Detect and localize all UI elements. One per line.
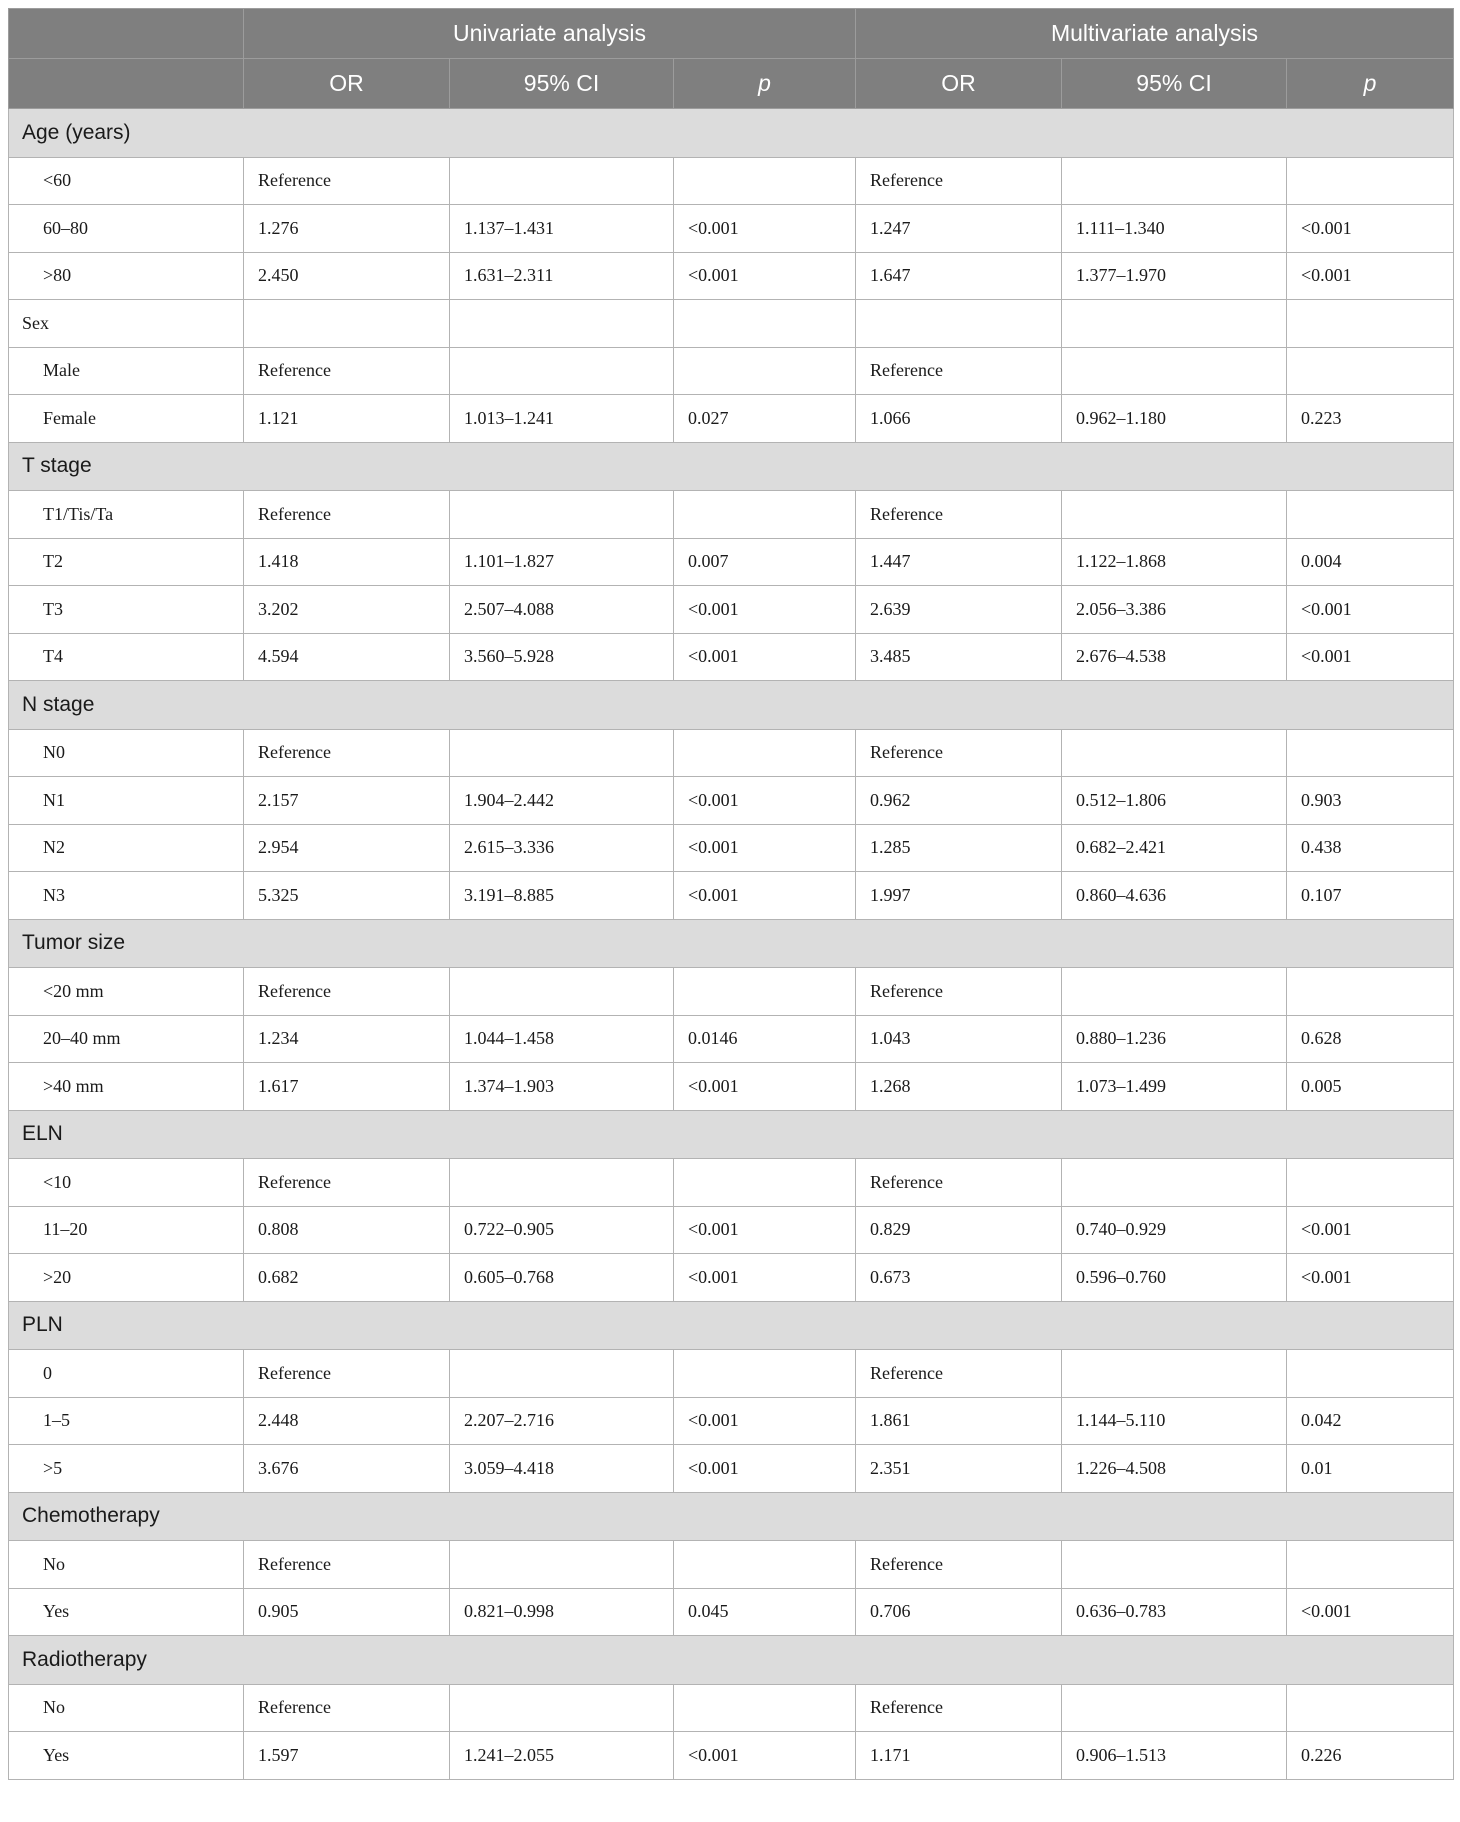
cell-multivariate-or: 1.285: [856, 824, 1062, 872]
row-label: N3: [9, 872, 244, 920]
cell-multivariate-ci: 0.740–0.929: [1062, 1206, 1287, 1254]
table-row: [9, 633, 1454, 681]
cell-multivariate-p: 0.903: [1287, 777, 1454, 825]
section-row-sex: [9, 300, 1454, 348]
header-multivariate-ci: 95% CI: [1062, 59, 1287, 109]
cell-multivariate-p: [1287, 491, 1454, 539]
cell-univariate-ci: [450, 491, 674, 539]
cell-univariate-ci: 3.059–4.418: [450, 1445, 674, 1493]
cell-multivariate-p: 0.107: [1287, 872, 1454, 920]
cell-univariate-ci: 3.191–8.885: [450, 872, 674, 920]
section-row-pln: [9, 1301, 1454, 1350]
cell-univariate-p: <0.001: [674, 1206, 856, 1254]
cell-multivariate-p: <0.001: [1287, 1206, 1454, 1254]
table-row: [9, 1015, 1454, 1063]
header-univariate-or: OR: [244, 59, 450, 109]
cell-multivariate-ci: 2.056–3.386: [1062, 586, 1287, 634]
cell-multivariate-ci: 1.122–1.868: [1062, 538, 1287, 586]
row-label: Yes: [9, 1732, 244, 1780]
cell-univariate-or: Reference: [244, 347, 450, 395]
cell-univariate-p: <0.001: [674, 252, 856, 300]
empty-cell: [856, 300, 1062, 348]
table-row: [9, 1684, 1454, 1732]
cell-multivariate-ci: 1.377–1.970: [1062, 252, 1287, 300]
cell-univariate-p: [674, 1159, 856, 1207]
section-title-n-stage: N stage: [9, 681, 1454, 730]
cell-multivariate-or: 1.647: [856, 252, 1062, 300]
cell-multivariate-p: [1287, 968, 1454, 1016]
header-multivariate-or: OR: [856, 59, 1062, 109]
row-label: Female: [9, 395, 244, 443]
cell-multivariate-p: 0.005: [1287, 1063, 1454, 1111]
row-label: 11–20: [9, 1206, 244, 1254]
row-label: <20 mm: [9, 968, 244, 1016]
section-row-eln: [9, 1110, 1454, 1159]
cell-univariate-ci: 2.507–4.088: [450, 586, 674, 634]
row-label: >40 mm: [9, 1063, 244, 1111]
header-blank: [9, 9, 244, 59]
cell-univariate-p: <0.001: [674, 1445, 856, 1493]
cell-multivariate-p: [1287, 1541, 1454, 1589]
table-row: [9, 157, 1454, 205]
section-row-chemotherapy: [9, 1492, 1454, 1541]
section-title-radiotherapy: Radiotherapy: [9, 1636, 1454, 1685]
cell-multivariate-or: Reference: [856, 347, 1062, 395]
cell-univariate-ci: 1.137–1.431: [450, 205, 674, 253]
cell-multivariate-ci: 0.906–1.513: [1062, 1732, 1287, 1780]
cell-multivariate-or: Reference: [856, 1350, 1062, 1398]
cell-univariate-ci: [450, 968, 674, 1016]
cell-univariate-or: 1.234: [244, 1015, 450, 1063]
empty-cell: [450, 300, 674, 348]
header-univariate: Univariate analysis: [244, 9, 856, 59]
cell-univariate-p: <0.001: [674, 205, 856, 253]
row-label: No: [9, 1684, 244, 1732]
cell-univariate-p: [674, 347, 856, 395]
cell-univariate-p: <0.001: [674, 824, 856, 872]
cell-univariate-or: 0.808: [244, 1206, 450, 1254]
cell-univariate-or: Reference: [244, 491, 450, 539]
table-row: [9, 1541, 1454, 1589]
cell-multivariate-p: [1287, 347, 1454, 395]
cell-univariate-or: 1.276: [244, 205, 450, 253]
cell-univariate-p: [674, 1684, 856, 1732]
cell-univariate-ci: 3.560–5.928: [450, 633, 674, 681]
row-label: N1: [9, 777, 244, 825]
cell-multivariate-or: 0.706: [856, 1588, 1062, 1636]
header-column-row: [9, 59, 1454, 109]
cell-univariate-or: 0.905: [244, 1588, 450, 1636]
cell-univariate-or: Reference: [244, 1159, 450, 1207]
cell-multivariate-p: <0.001: [1287, 586, 1454, 634]
cell-multivariate-or: Reference: [856, 968, 1062, 1016]
regression-table: [8, 8, 1454, 1780]
table-row: [9, 347, 1454, 395]
cell-univariate-p: <0.001: [674, 777, 856, 825]
row-label: 0: [9, 1350, 244, 1398]
cell-multivariate-ci: [1062, 1159, 1287, 1207]
cell-multivariate-ci: 0.880–1.236: [1062, 1015, 1287, 1063]
header-group-row: [9, 9, 1454, 59]
cell-univariate-ci: [450, 1159, 674, 1207]
cell-univariate-p: [674, 1350, 856, 1398]
cell-univariate-or: 4.594: [244, 633, 450, 681]
cell-multivariate-ci: [1062, 157, 1287, 205]
cell-univariate-p: 0.027: [674, 395, 856, 443]
table-row: [9, 968, 1454, 1016]
cell-univariate-p: [674, 157, 856, 205]
cell-multivariate-or: 2.351: [856, 1445, 1062, 1493]
table-row: [9, 395, 1454, 443]
cell-multivariate-p: 0.01: [1287, 1445, 1454, 1493]
cell-multivariate-p: 0.223: [1287, 395, 1454, 443]
row-label: Male: [9, 347, 244, 395]
header-multivariate: Multivariate analysis: [856, 9, 1454, 59]
cell-multivariate-ci: [1062, 1541, 1287, 1589]
table-row: [9, 252, 1454, 300]
cell-univariate-ci: 0.722–0.905: [450, 1206, 674, 1254]
cell-multivariate-p: <0.001: [1287, 1254, 1454, 1302]
row-label: T3: [9, 586, 244, 634]
cell-univariate-or: 5.325: [244, 872, 450, 920]
cell-univariate-or: Reference: [244, 729, 450, 777]
row-label: T2: [9, 538, 244, 586]
cell-multivariate-ci: [1062, 491, 1287, 539]
row-label: N0: [9, 729, 244, 777]
cell-multivariate-or: 1.171: [856, 1732, 1062, 1780]
cell-univariate-or: 2.954: [244, 824, 450, 872]
cell-multivariate-or: Reference: [856, 1684, 1062, 1732]
cell-univariate-or: 1.418: [244, 538, 450, 586]
cell-univariate-or: 2.450: [244, 252, 450, 300]
cell-univariate-or: 0.682: [244, 1254, 450, 1302]
cell-multivariate-ci: 0.682–2.421: [1062, 824, 1287, 872]
cell-univariate-or: 1.597: [244, 1732, 450, 1780]
cell-univariate-ci: 1.013–1.241: [450, 395, 674, 443]
cell-univariate-p: [674, 729, 856, 777]
empty-cell: [1287, 300, 1454, 348]
section-row-tumor-size: [9, 919, 1454, 968]
header-blank: [9, 59, 244, 109]
cell-univariate-p: 0.0146: [674, 1015, 856, 1063]
cell-multivariate-or: 1.997: [856, 872, 1062, 920]
cell-univariate-ci: 1.631–2.311: [450, 252, 674, 300]
cell-multivariate-p: [1287, 1350, 1454, 1398]
cell-univariate-p: [674, 968, 856, 1016]
cell-multivariate-or: Reference: [856, 1159, 1062, 1207]
cell-multivariate-or: 2.639: [856, 586, 1062, 634]
cell-univariate-ci: 2.615–3.336: [450, 824, 674, 872]
cell-multivariate-p: 0.042: [1287, 1397, 1454, 1445]
cell-multivariate-or: 1.447: [856, 538, 1062, 586]
header-multivariate-p: p: [1287, 59, 1454, 109]
cell-univariate-or: Reference: [244, 1350, 450, 1398]
cell-univariate-or: Reference: [244, 968, 450, 1016]
section-row-t-stage: [9, 442, 1454, 491]
cell-univariate-ci: 1.241–2.055: [450, 1732, 674, 1780]
table-row: [9, 1397, 1454, 1445]
cell-multivariate-or: 0.673: [856, 1254, 1062, 1302]
table-row: [9, 1206, 1454, 1254]
cell-multivariate-or: 0.829: [856, 1206, 1062, 1254]
row-label: T1/Tis/Ta: [9, 491, 244, 539]
table-row: [9, 1732, 1454, 1780]
cell-multivariate-or: Reference: [856, 729, 1062, 777]
row-label: Yes: [9, 1588, 244, 1636]
cell-univariate-p: [674, 491, 856, 539]
table-row: [9, 872, 1454, 920]
cell-univariate-or: 2.448: [244, 1397, 450, 1445]
cell-multivariate-p: [1287, 1684, 1454, 1732]
cell-multivariate-ci: 0.596–0.760: [1062, 1254, 1287, 1302]
row-label: N2: [9, 824, 244, 872]
row-label: <10: [9, 1159, 244, 1207]
cell-univariate-p: <0.001: [674, 586, 856, 634]
cell-multivariate-p: 0.226: [1287, 1732, 1454, 1780]
cell-multivariate-p: <0.001: [1287, 252, 1454, 300]
section-row-age: [9, 109, 1454, 158]
cell-univariate-p: <0.001: [674, 1254, 856, 1302]
cell-multivariate-ci: [1062, 729, 1287, 777]
cell-univariate-or: Reference: [244, 1541, 450, 1589]
header-univariate-ci: 95% CI: [450, 59, 674, 109]
cell-univariate-p: [674, 1541, 856, 1589]
header-univariate-p: p: [674, 59, 856, 109]
empty-cell: [244, 300, 450, 348]
row-label: 60–80: [9, 205, 244, 253]
cell-univariate-ci: 0.605–0.768: [450, 1254, 674, 1302]
cell-univariate-or: 1.617: [244, 1063, 450, 1111]
cell-multivariate-p: 0.004: [1287, 538, 1454, 586]
section-title-pln: PLN: [9, 1301, 1454, 1350]
cell-multivariate-p: <0.001: [1287, 205, 1454, 253]
row-label: T4: [9, 633, 244, 681]
cell-multivariate-or: 1.247: [856, 205, 1062, 253]
cell-multivariate-ci: [1062, 347, 1287, 395]
table-row: [9, 491, 1454, 539]
cell-multivariate-ci: [1062, 1684, 1287, 1732]
empty-cell: [674, 300, 856, 348]
cell-multivariate-or: 0.962: [856, 777, 1062, 825]
cell-multivariate-p: 0.628: [1287, 1015, 1454, 1063]
cell-univariate-or: 1.121: [244, 395, 450, 443]
cell-multivariate-ci: 0.512–1.806: [1062, 777, 1287, 825]
section-title-tumor-size: Tumor size: [9, 919, 1454, 968]
section-title-t-stage: T stage: [9, 442, 1454, 491]
table-row: [9, 1159, 1454, 1207]
row-label: >80: [9, 252, 244, 300]
cell-univariate-p: 0.045: [674, 1588, 856, 1636]
table-row: [9, 538, 1454, 586]
cell-multivariate-ci: 1.226–4.508: [1062, 1445, 1287, 1493]
section-title-sex: Sex: [9, 300, 244, 348]
table-row: [9, 729, 1454, 777]
cell-univariate-or: Reference: [244, 1684, 450, 1732]
cell-multivariate-ci: [1062, 968, 1287, 1016]
table-row: [9, 1588, 1454, 1636]
cell-univariate-ci: [450, 1350, 674, 1398]
cell-multivariate-ci: 0.636–0.783: [1062, 1588, 1287, 1636]
cell-univariate-ci: [450, 347, 674, 395]
row-label: 1–5: [9, 1397, 244, 1445]
cell-multivariate-or: 1.268: [856, 1063, 1062, 1111]
cell-multivariate-ci: [1062, 1350, 1287, 1398]
cell-univariate-ci: 1.044–1.458: [450, 1015, 674, 1063]
cell-univariate-ci: [450, 157, 674, 205]
cell-multivariate-ci: 0.860–4.636: [1062, 872, 1287, 920]
cell-univariate-or: 2.157: [244, 777, 450, 825]
cell-univariate-ci: 1.374–1.903: [450, 1063, 674, 1111]
cell-multivariate-ci: 1.144–5.110: [1062, 1397, 1287, 1445]
table-row: [9, 586, 1454, 634]
cell-multivariate-or: 1.861: [856, 1397, 1062, 1445]
cell-univariate-ci: 0.821–0.998: [450, 1588, 674, 1636]
section-row-radiotherapy: [9, 1636, 1454, 1685]
cell-multivariate-p: <0.001: [1287, 1588, 1454, 1636]
cell-univariate-p: <0.001: [674, 1063, 856, 1111]
cell-univariate-or: Reference: [244, 157, 450, 205]
section-title-age: Age (years): [9, 109, 1454, 158]
cell-univariate-or: 3.676: [244, 1445, 450, 1493]
cell-multivariate-p: 0.438: [1287, 824, 1454, 872]
cell-multivariate-ci: 1.111–1.340: [1062, 205, 1287, 253]
cell-univariate-ci: 1.101–1.827: [450, 538, 674, 586]
cell-multivariate-or: 1.043: [856, 1015, 1062, 1063]
section-title-eln: ELN: [9, 1110, 1454, 1159]
cell-univariate-p: <0.001: [674, 872, 856, 920]
cell-multivariate-or: Reference: [856, 157, 1062, 205]
cell-multivariate-or: Reference: [856, 1541, 1062, 1589]
section-row-n-stage: [9, 681, 1454, 730]
table-row: [9, 1445, 1454, 1493]
cell-univariate-ci: 2.207–2.716: [450, 1397, 674, 1445]
cell-univariate-p: 0.007: [674, 538, 856, 586]
table-row: [9, 777, 1454, 825]
cell-univariate-p: <0.001: [674, 1397, 856, 1445]
cell-multivariate-ci: 0.962–1.180: [1062, 395, 1287, 443]
cell-univariate-ci: 1.904–2.442: [450, 777, 674, 825]
cell-univariate-p: <0.001: [674, 1732, 856, 1780]
cell-multivariate-or: 3.485: [856, 633, 1062, 681]
cell-multivariate-or: 1.066: [856, 395, 1062, 443]
row-label: No: [9, 1541, 244, 1589]
cell-multivariate-p: [1287, 729, 1454, 777]
section-title-chemotherapy: Chemotherapy: [9, 1492, 1454, 1541]
cell-univariate-p: <0.001: [674, 633, 856, 681]
cell-multivariate-ci: 2.676–4.538: [1062, 633, 1287, 681]
empty-cell: [1062, 300, 1287, 348]
table-row: [9, 824, 1454, 872]
table-row: [9, 205, 1454, 253]
table-row: [9, 1254, 1454, 1302]
row-label: >5: [9, 1445, 244, 1493]
cell-multivariate-ci: 1.073–1.499: [1062, 1063, 1287, 1111]
cell-multivariate-or: Reference: [856, 491, 1062, 539]
cell-univariate-or: 3.202: [244, 586, 450, 634]
cell-multivariate-p: <0.001: [1287, 633, 1454, 681]
table-row: [9, 1063, 1454, 1111]
row-label: <60: [9, 157, 244, 205]
cell-univariate-ci: [450, 729, 674, 777]
cell-multivariate-p: [1287, 1159, 1454, 1207]
cell-univariate-ci: [450, 1684, 674, 1732]
cell-multivariate-p: [1287, 157, 1454, 205]
cell-univariate-ci: [450, 1541, 674, 1589]
table-row: [9, 1350, 1454, 1398]
row-label: >20: [9, 1254, 244, 1302]
row-label: 20–40 mm: [9, 1015, 244, 1063]
